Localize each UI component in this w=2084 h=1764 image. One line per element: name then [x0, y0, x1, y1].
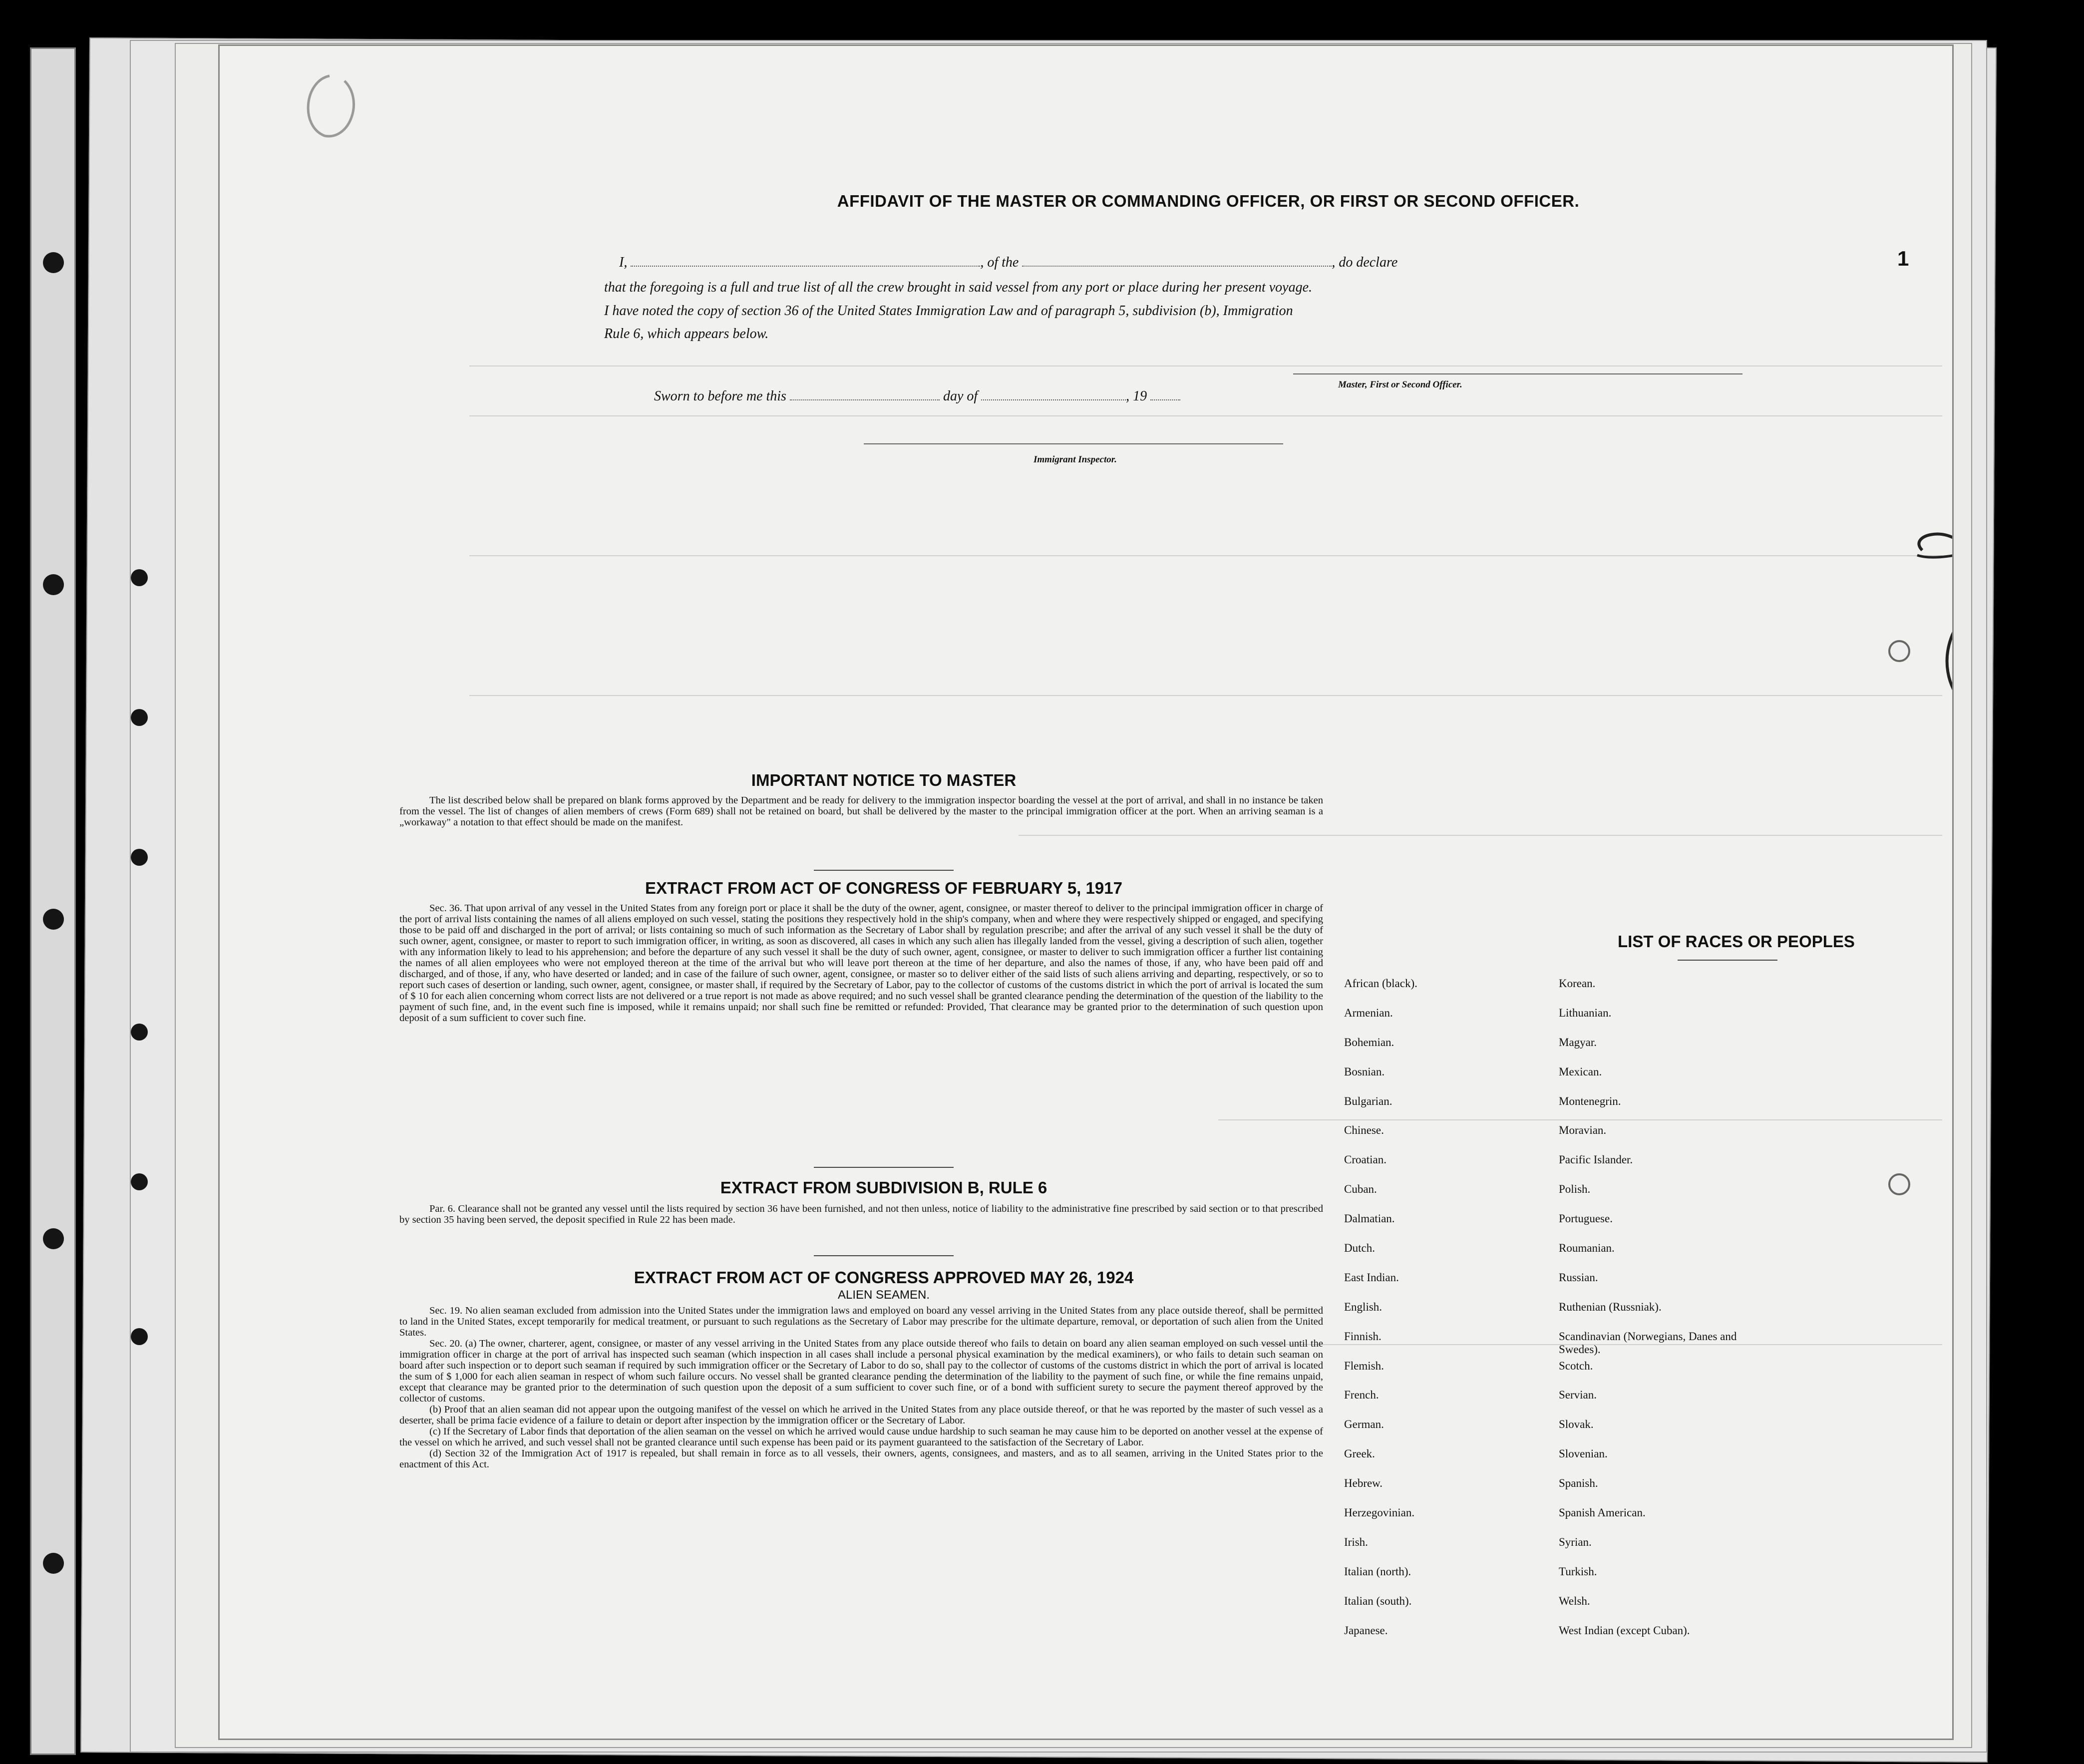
punch-hole	[1888, 1173, 1910, 1195]
sworn-line	[654, 388, 1180, 404]
race-item: Bosnian.	[1344, 1065, 1385, 1078]
name-blank	[631, 256, 980, 267]
race-item: Turkish.	[1559, 1565, 1597, 1578]
form-identifier	[1757, 121, 1867, 129]
race-item: Spanish.	[1559, 1477, 1598, 1490]
section-19-paragraph: Sec. 19. No alien seaman excluded from admission into the United States under the immigration laws and employed on board any vessel arriving in the United States from any place outside thereof, shall be permitted to land in the United States, except temporarily for medical treatment, or pursuant to such regulations as the Secretary of Labor may prescribe for the ultimate departure, removal, or deportation of such alien from the United States.	[399, 1305, 1323, 1338]
extract-1924-body	[399, 1305, 1323, 1470]
edge-hole	[131, 1328, 148, 1345]
section-divider	[814, 1255, 954, 1256]
document-page	[220, 46, 1952, 1739]
notice-paragraph: The list described below shall be prepared on blank forms approved by the Department and be ready for delivery to the immigration inspector boarding the vessel at the port of arrival, and shall in no instance be taken from the vessel. The list of changes of alien members of crews (Form 689) shall not be retained on board, but shall be delivered by the master to the principal immigration officer at the port. When an arriving seaman is a „workaway" a notation to that effect should be made on the manifest.	[399, 795, 1323, 828]
affidavit-line-1-mid: , of the	[980, 255, 1019, 270]
day-blank	[790, 389, 940, 400]
races-title-underline	[1678, 960, 1777, 961]
stamped-number	[285, 71, 384, 146]
race-item: East Indian.	[1344, 1271, 1399, 1284]
race-item: Scandinavian (Norwegians, Danes and Swedes).	[1559, 1330, 1737, 1356]
inspector-caption: Immigrant Inspector.	[1034, 454, 1117, 465]
sworn-end: , 19	[1126, 388, 1147, 404]
binder-hole	[43, 1228, 64, 1249]
margin-number: 1	[1897, 247, 1909, 270]
race-item: Polish.	[1559, 1183, 1591, 1196]
race-item: Slovak.	[1559, 1418, 1594, 1431]
race-item: Moravian.	[1559, 1124, 1607, 1137]
sworn-start: Sworn to before me this	[654, 388, 786, 404]
section-divider	[814, 1167, 954, 1168]
bleed-through-rule	[469, 695, 1942, 696]
edge-hole	[131, 569, 148, 586]
race-item: Spanish American.	[1559, 1506, 1646, 1519]
race-item: Japanese.	[1344, 1624, 1388, 1637]
binder-hole	[43, 252, 64, 273]
affidavit-line-1-end: , do declare	[1332, 255, 1398, 270]
month-blank	[981, 389, 1126, 400]
race-item: Slovenian.	[1559, 1447, 1608, 1460]
year-blank	[1150, 389, 1180, 400]
race-item: Lithuanian.	[1559, 1006, 1612, 1019]
signature-caption: Master, First or Second Officer.	[1338, 379, 1462, 390]
race-item: Dutch.	[1344, 1242, 1375, 1255]
affidavit-line-3: I have noted the copy of section 36 of the United States Immigration Law and of paragraph 5, subdivision (b), Immigration	[604, 303, 1293, 319]
race-item: Chinese.	[1344, 1124, 1384, 1137]
bleed-through-heading	[549, 131, 1847, 151]
race-item: Welsh.	[1559, 1594, 1590, 1607]
race-item: Croatian.	[1344, 1153, 1387, 1166]
binder-hole	[43, 574, 64, 595]
race-item: Pacific Islander.	[1559, 1153, 1633, 1166]
signature-line	[1293, 373, 1742, 374]
section-36-paragraph: Sec. 36. That upon arrival of any vessel in the United States from any foreign port or place it shall be the duty of the owner, agent, consignee, or master thereof to deliver to the principal immigration officer in charge of the port of arrival lists containing the names of all aliens employed on such vessel, stating the positions they respectively hold in the ship's company, when and where they were respectively shipped or engaged, and specifying those to be paid off and discharged in the port of arrival; or lists containing so much of such information as the Secretary of Labor shall by regulation prescribe; and after the arrival of any such vessel it shall be the duty of such owner, agent, consignee, or master to report to such immigration officer, in writing, as soon as discovered, all cases in which any such alien has illegally landed from the vessel, giving a description of such alien, together with any information likely to lead to his apprehension; and before the departure of any such vessel it shall be the duty of such owner, agent, consignee, or master to deliver to such immigration officer a further list containing the names of all alien employees who were not employed thereon at the time of the arrival but who will leave port thereon at the time of her departure, and also the names of those, if any, who have been paid off and discharged, and of those, if any, who have deserted or landed; and in case of the failure of such owner, agent, consignee, or master so to deliver either of the said lists of such aliens arriving and departing, respectively, or so to report such cases of desertion or landing, such owner, agent, consignee, or master shall, if required by the Secretary of Labor, pay to the collector of customs of the customs district in which the port of arrival is located the sum of $ 10 for each alien concerning whom correct lists are not delivered or a true report is not made as above required; and no such vessel shall be granted clearance pending the determination of the question of the liability to the payment of such fine, and, in the event such fine is imposed, while it remains unpaid; nor shall such fine be remitted or refunded: Provided, That clearance may be granted prior to the determination of such question upon deposit of a sum sufficient to cover such fine.	[399, 903, 1323, 1024]
race-item: Bulgarian.	[1344, 1094, 1392, 1107]
race-item: Dalmatian.	[1344, 1212, 1395, 1225]
race-item: Syrian.	[1559, 1535, 1592, 1548]
section-20d-paragraph: (d) Section 32 of the Immigration Act of 1917 is repealed, but shall remain in force as to all vessels, their owners, agents, consignees, and masters, and as to all seamen, arriving in the United States prior to the enactment of this Act.	[399, 1448, 1323, 1470]
edge-hole	[131, 709, 148, 726]
affidavit-line-1	[619, 255, 1397, 271]
race-item: African (black).	[1344, 977, 1417, 990]
race-item: Greek.	[1344, 1447, 1375, 1460]
race-item: English.	[1344, 1300, 1383, 1313]
race-item: Italian (south).	[1344, 1594, 1412, 1607]
binder-hole	[43, 909, 64, 930]
extract-1924-subtitle: ALIEN SEAMEN.	[837, 1288, 930, 1302]
edge-hole	[131, 1024, 148, 1041]
race-item: Servian.	[1559, 1389, 1597, 1402]
race-item: Cuban.	[1344, 1183, 1377, 1196]
race-item: West Indian (except Cuban).	[1559, 1624, 1690, 1637]
bleed-through-rule	[469, 365, 1942, 366]
edge-hole	[131, 849, 148, 866]
punch-hole	[1888, 640, 1910, 662]
extract-1924-title: EXTRACT FROM ACT OF CONGRESS APPROVED MAY 26, 1924	[634, 1268, 1134, 1287]
sworn-mid: day of	[943, 388, 978, 404]
extract-1917-title: EXTRACT FROM ACT OF CONGRESS OF FEBRUARY 5, 1917	[645, 879, 1122, 897]
race-item: Roumanian.	[1559, 1242, 1615, 1255]
affidavit-title: AFFIDAVIT OF THE MASTER OR COMMANDING OFFICER, OR FIRST OR SECOND OFFICER.	[837, 192, 1580, 210]
race-item: Armenian.	[1344, 1006, 1393, 1019]
races-list-left	[1344, 977, 1417, 1653]
affidavit-line-4: Rule 6, which appears below.	[604, 326, 769, 342]
edge-hole	[131, 1173, 148, 1190]
handwritten-loop	[1887, 505, 1952, 715]
races-title: LIST OF RACES OR PEOPLES	[1618, 932, 1855, 951]
section-20b-paragraph: (b) Proof that an alien seaman did not appear upon the outgoing manifest of the vessel on which he arrived in the United States from any place outside thereof, or that he was reported by the master of such vessel as a deserter, shall be prima facie evidence of a failure to detain or deport after inspection by the immigration officer or the Secretary of Labor.	[399, 1404, 1323, 1426]
race-item: Bohemian.	[1344, 1036, 1394, 1049]
race-item: Magyar.	[1559, 1036, 1597, 1049]
race-item: Portuguese.	[1559, 1212, 1613, 1225]
race-item: Irish.	[1344, 1535, 1368, 1548]
vessel-blank	[1022, 256, 1332, 267]
binder-hole	[43, 1553, 64, 1574]
affidavit-line-1-start: I,	[619, 255, 628, 270]
paragraph-6: Par. 6. Clearance shall not be granted any vessel until the lists required by section 36 have been furnished, and not then unless, notice of liability to the administrative fine prescribed by said section or to that prescribed by section 35 having been served, the deposit specified in Rule 22 has been made.	[399, 1203, 1323, 1225]
bleed-through-rule	[469, 555, 1942, 556]
race-item: Italian (north).	[1344, 1565, 1411, 1578]
race-item: Herzegovinian.	[1344, 1506, 1415, 1519]
notice-title: IMPORTANT NOTICE TO MASTER	[751, 771, 1017, 789]
race-item: Scotch.	[1559, 1359, 1593, 1372]
race-item: Montenegrin.	[1559, 1094, 1621, 1107]
subdivision-b-title: EXTRACT FROM SUBDIVISION B, RULE 6	[720, 1178, 1047, 1197]
extract-1917-body	[399, 903, 1323, 1024]
race-item: Russian.	[1559, 1271, 1598, 1284]
race-item: Mexican.	[1559, 1065, 1602, 1078]
section-20a-paragraph: Sec. 20. (a) The owner, charterer, agent, consignee, or master of any vessel arriving in the United States from any place outside thereof who fails to detain on board any alien seaman employed on such vessel until the immigration officer in charge at the port of arrival has inspected such seaman (which inspection in all cases shall include a personal physical examination by the medical examiners), or who fails to detain such seaman on board after such inspection or to deport such seaman if required by such immigration officer or the Secretary of Labor to do so, shall pay to the collector of customs of the customs district in which the port of arrival is located the sum of $ 1,000 for each alien seaman in respect of whom such failure occurs. No vessel shall be granted clearance pending the determination of the liability to the payment of such fine, or while the fine remains unpaid, except that clearance may be granted prior to the determination of such question upon the deposit of a sum sufficient to cover such fine, or of a bond with sufficient surety to secure the payment thereof approved by the collector of customs.	[399, 1338, 1323, 1404]
notice-body	[399, 795, 1323, 828]
race-item: Ruthenian (Russniak).	[1559, 1300, 1662, 1313]
section-20c-paragraph: (c) If the Secretary of Labor finds that deportation of the alien seaman on the vessel on which he arrived would cause undue hardship to such seaman he may cause him to be deported on another vessel at the expense of the vessel on which he arrived, and such vessel shall not be granted clearance until such expense has been paid or its payment guaranteed to the satisfaction of the Secretary of Labor.	[399, 1426, 1323, 1448]
race-item: Flemish.	[1344, 1359, 1384, 1372]
bleed-through-rule	[469, 415, 1942, 416]
affidavit-line-2: that the foregoing is a full and true list of all the crew brought in said vessel from any port or place during her present voyage.	[604, 280, 1313, 295]
subdivision-b-body	[399, 1203, 1323, 1225]
race-item: French.	[1344, 1389, 1379, 1402]
race-item: Hebrew.	[1344, 1477, 1383, 1490]
race-item: Finnish.	[1344, 1330, 1382, 1343]
races-list-right	[1559, 977, 1738, 1653]
race-item: Korean.	[1559, 977, 1596, 990]
bleed-through-rule	[1019, 835, 1942, 836]
section-divider	[814, 870, 954, 871]
inspector-signature-line	[864, 443, 1283, 444]
binder-strip	[30, 47, 76, 1755]
race-item: German.	[1344, 1418, 1384, 1431]
